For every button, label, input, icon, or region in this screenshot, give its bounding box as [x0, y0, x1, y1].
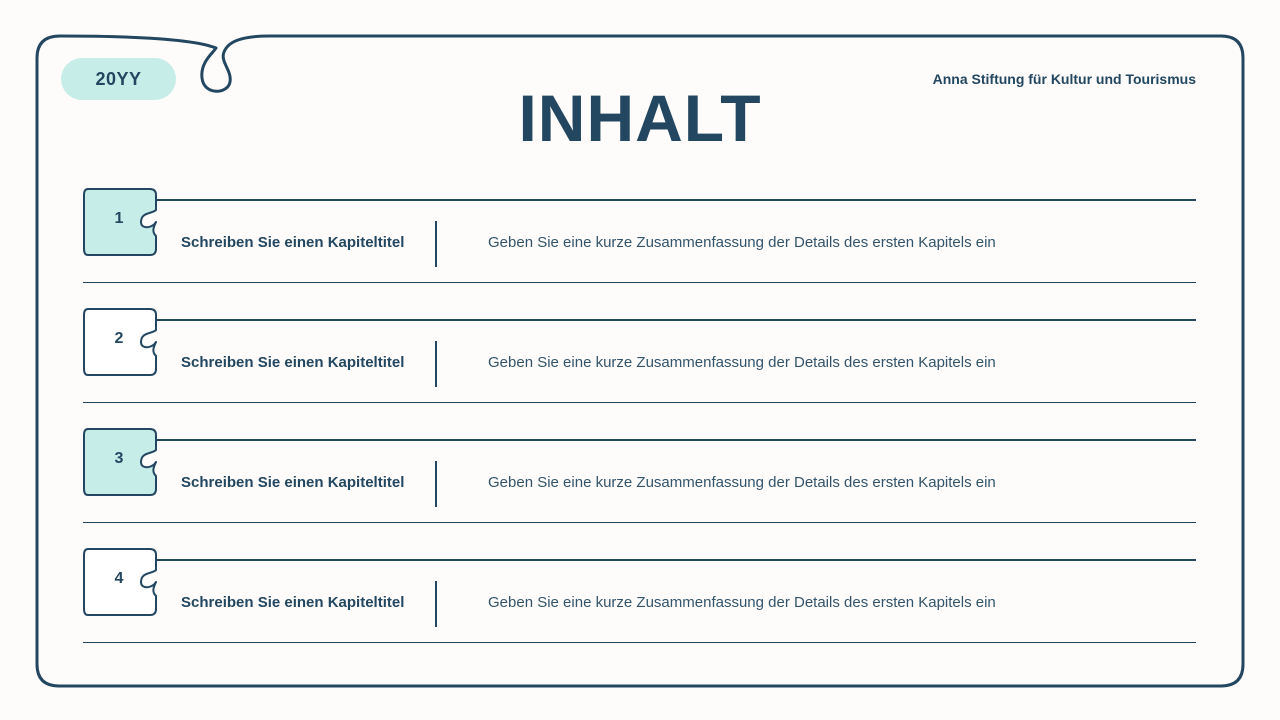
chapter-number: 1 — [114, 210, 124, 227]
chapter-title: Schreiben Sie einen Kapiteltitel — [181, 594, 405, 611]
chapter-row — [0, 360, 1280, 611]
chapter-summary: Geben Sie eine kurze Zusammenfassung der Details des ersten Kapitels ein — [488, 354, 996, 371]
year-badge: 20YY — [61, 58, 176, 100]
chapter-title: Schreiben Sie einen Kapiteltitel — [181, 474, 405, 491]
chapter-bottom-rule — [83, 522, 1196, 523]
chapter-bottom-rule — [83, 642, 1196, 643]
chapter-number: 2 — [114, 330, 124, 347]
chapter-summary: Geben Sie eine kurze Zusammenfassung der Details des ersten Kapitels ein — [488, 594, 996, 611]
chapter-title: Schreiben Sie einen Kapiteltitel — [181, 354, 405, 371]
chapter-divider — [435, 581, 437, 627]
chapter-summary: Geben Sie eine kurze Zusammenfassung der Details des ersten Kapitels ein — [488, 234, 996, 251]
chapter-row — [0, 120, 1280, 371]
page-title: INHALT — [518, 81, 762, 155]
chapter-row — [0, 240, 1280, 491]
organization-name: Anna Stiftung für Kultur und Tourismus — [932, 71, 1196, 87]
chapter-number: 4 — [114, 570, 124, 587]
chapter-summary: Geben Sie eine kurze Zusammenfassung der Details des ersten Kapitels ein — [488, 474, 996, 491]
chapter-row — [0, 0, 1280, 251]
chapter-title: Schreiben Sie einen Kapiteltitel — [181, 234, 405, 251]
chapter-number: 3 — [114, 450, 124, 467]
